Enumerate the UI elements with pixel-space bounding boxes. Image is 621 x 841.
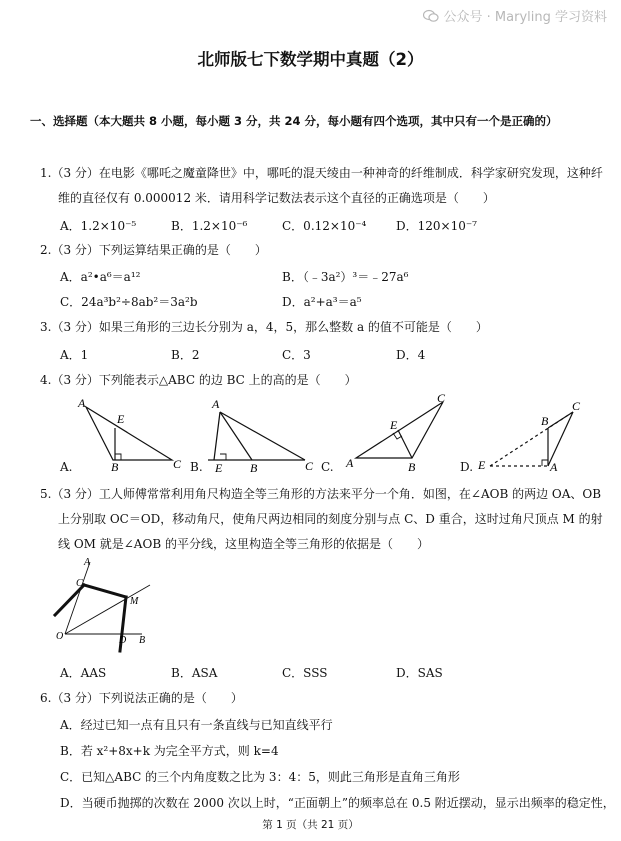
q4-figure-d [490,412,573,466]
q5-label-d: D [119,635,127,646]
q4d-label-a: A [550,460,558,474]
q4-figure-b [208,412,305,460]
q4c-label-b: B [408,460,416,474]
q5-option-a: A．AAS [60,666,107,680]
q4-option-b: B. [190,460,203,474]
q4c-label-e: E [390,418,398,432]
q5-label-m: M [130,596,139,607]
q1-option-a: A．1.2×10⁻⁵ [60,219,137,233]
q6-option-a: A．经过已知一点有且只有一条直线与已知直线平行 [60,718,333,732]
doc-title: 北师版七下数学期中真题（2） [197,50,424,69]
q2-option-d: D．a²+a³＝a⁵ [282,295,362,309]
q5-label-c: C [76,578,83,589]
section-heading: 一、选择题（本大题共 8 小题，每小题 3 分，共 24 分，每小题有四个选项，其中只有一个是正确的） [30,114,558,128]
q5-line3: 线 OM 就是∠AOB 的平分线，这里构造全等三角形的依据是（ ） [58,537,429,551]
q5-label-a: A [84,557,91,568]
q4-option-a: A. [60,460,73,474]
q6-option-b: B．若 x²+8x+k 为完全平方式，则 k=4 [60,744,279,758]
q3-option-d: D．4 [396,348,426,362]
q4a-label-b: B [111,460,119,474]
q3-option-c: C．3 [282,348,311,362]
q5-line1: 5.（3 分）工人师傅常常利用角尺构造全等三角形的方法来平分一个角．如图，在∠AOB 的两边 OA、OB [40,487,602,501]
q1-line2: 维的直径仅有 0.000012 米．请用科学记数法表示这个直径的正确选项是（ ） [58,191,495,205]
q5-label-b: B [139,635,146,646]
q5-figure [50,555,160,655]
q1-option-b: B．1.2×10⁻⁶ [171,219,248,233]
q3-option-b: B．2 [171,348,200,362]
q1-option-d: D．120×10⁻⁷ [396,219,477,233]
q4a-label-a: A [78,396,86,410]
q3-option-a: A．1 [60,348,89,362]
q4-figure-c [356,402,443,458]
q4a-label-c: C [173,457,182,471]
q4-stem: 4.（3 分）下列能表示△ABC 的边 BC 上的高的是（ ） [40,373,357,387]
q4d-label-b: B [541,414,549,428]
q4b-label-a: A [212,397,220,411]
q4-option-d: D. [460,460,474,474]
watermark-text: 公众号 · Maryling 学习资料 [443,10,607,25]
watermark [423,6,607,25]
q4-figure-a [86,407,172,460]
q4c-label-c: C [437,391,446,405]
q4b-label-c: C [305,459,314,473]
wechat-icon [423,9,439,23]
q2-option-c: C．24a³b²÷8ab²＝3a²b [60,295,198,309]
q4d-label-c: C [572,399,581,413]
q4b-label-b: B [250,461,258,475]
q6-stem: 6.（3 分）下列说法正确的是（ ） [40,691,243,705]
q6-option-c: C．已知△ABC 的三个内角度数之比为 3：4：5，则此三角形是直角三角形 [60,770,460,784]
q4d-label-e: E [478,458,486,472]
q6-option-d: D．当硬币抛掷的次数在 2000 次以上时，“正面朝上”的频率总在 0.5 附近摆动，显示出频率的稳定性， [60,796,615,810]
q2-option-b: B．（﹣3a²）³＝﹣27a⁶ [282,270,409,284]
page-footer: 第 1 页（共 21 页） [262,819,359,831]
q5-label-o: O [56,631,64,642]
q3-stem: 3.（3 分）如果三角形的三边长分别为 a，4，5，那么整数 a 的值不可能是（ ） [40,320,488,334]
q4a-label-e: E [117,412,125,426]
q4c-label-a: A [346,456,354,470]
q1-line1: 1.（3 分）在电影《哪吒之魔童降世》中，哪吒的混天绫由一种神奇的纤维制成．科学家研究发现，这种纤 [40,166,603,180]
q4-figures [0,390,621,480]
q4-option-c: C. [321,460,334,474]
q5-option-d: D．SAS [396,666,443,680]
q5-option-c: C．SSS [282,666,328,680]
q2-option-a: A．a²•a⁶＝a¹² [60,270,141,284]
q5-line2: 上分别取 OC＝OD，移动角尺，使角尺两边相同的刻度分别与点 C、D 重合，这时过角尺顶点 M 的射 [58,512,603,526]
q5-option-b: B．ASA [171,666,218,680]
q2-stem: 2.（3 分）下列运算结果正确的是（ ） [40,243,267,257]
q1-option-c: C．0.12×10⁻⁴ [282,219,367,233]
q4b-label-e: E [215,461,223,475]
